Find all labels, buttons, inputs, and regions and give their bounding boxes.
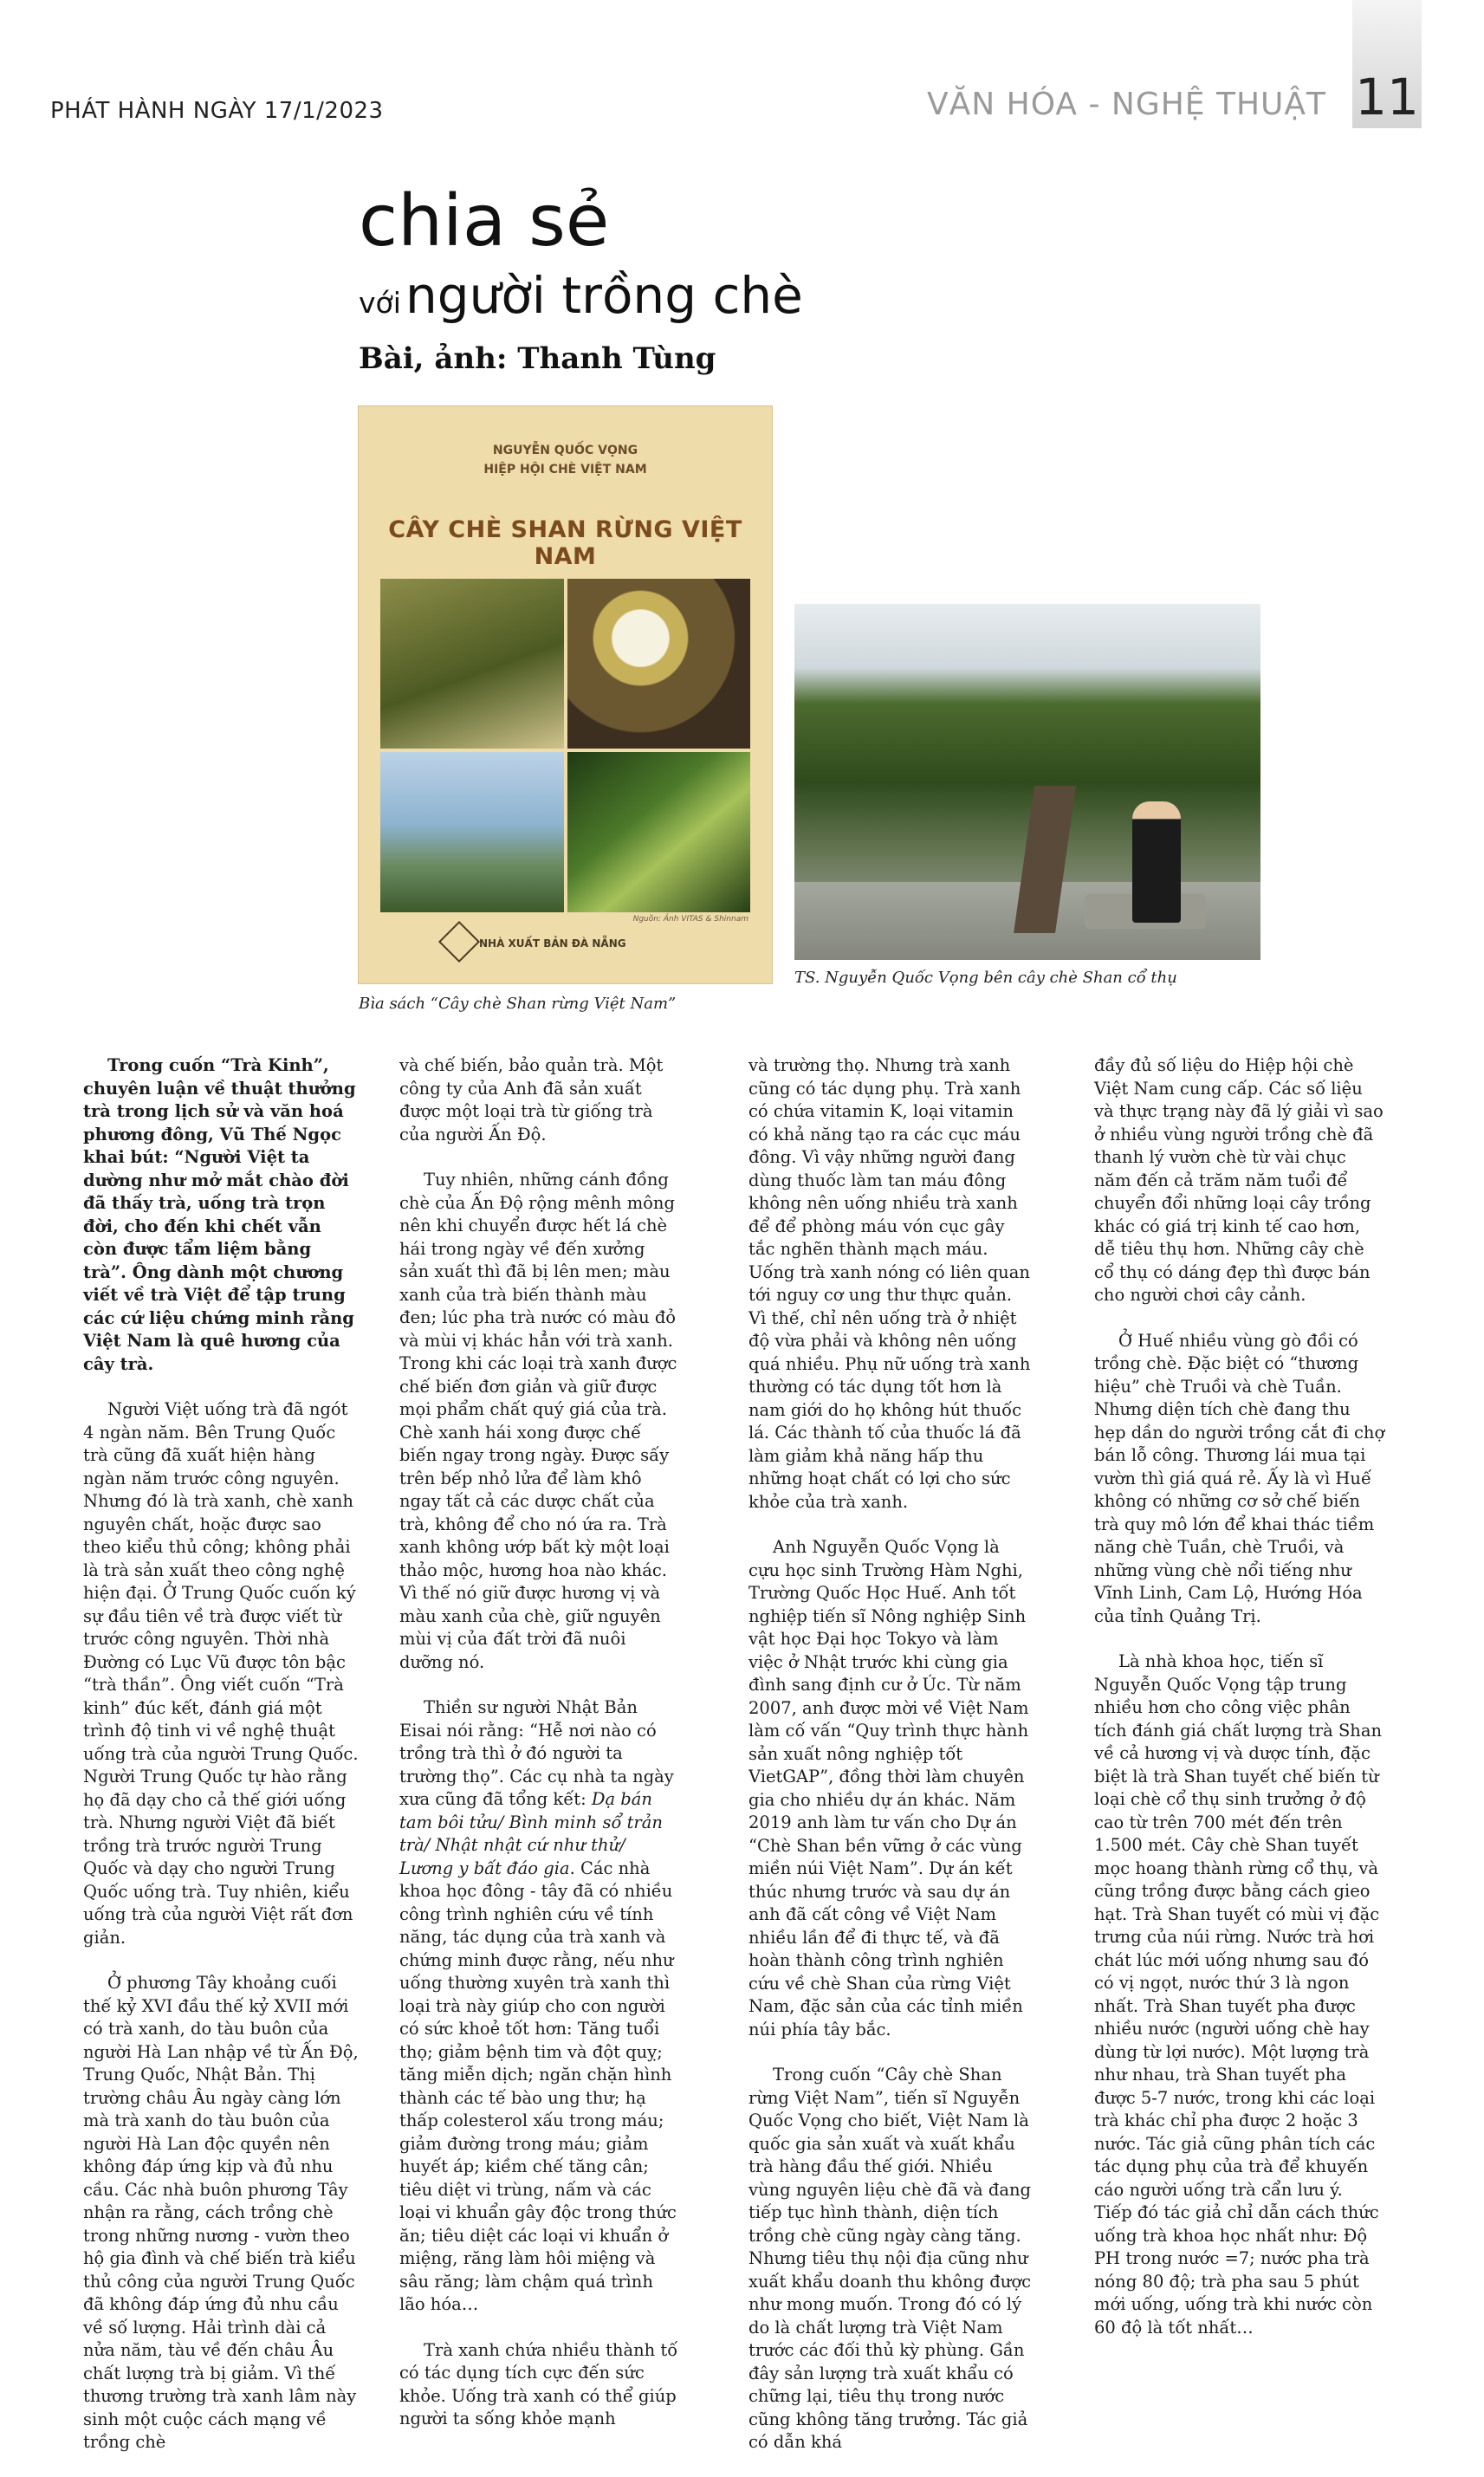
byline: Bài, ảnh: Thanh Tùng <box>359 341 716 376</box>
body-paragraph: Trà xanh chứa nhiều thành tố có tác dụng tích cực đến sức khỏe. Uống trà xanh có thể giúp người ta sống khỏe mạnh <box>399 2339 678 2428</box>
body-paragraph <box>399 1696 678 2317</box>
cover-photo-credit: Nguồn: Ảnh VITAS & Shinnam <box>632 915 748 924</box>
body-text: Thiền sư người Nhật Bản Eisai nói rằng: “Hễ nơi nào có trồng trà thì ở đó người ta trường thọ”. Các cụ nhà ta ngày xưa cũng đã tổng kết: <box>399 1697 674 1809</box>
cover-author-org: HIỆP HỘI CHÈ VIỆT NAM <box>483 462 647 477</box>
cover-photo-tea-leaves <box>567 752 750 912</box>
body-paragraph: Tuy nhiên, những cánh đồng chè của Ấn Độ rộng mênh mông nên khi chuyển được hết lá chè hái trong ngày về đến xưởng sản xuất thì đã bị lên men; màu xanh của trà biến thành màu đen; lúc pha trà nước có màu đỏ và mùi vị khác hẳn với trà xanh. Trong khi các loại trà xanh được chế biến đơn giản và giữ được mọi phẩm chất quý giá của trà. Chè xanh hái xong được chế biến ngay trong ngày. Được sấy trên bếp nhỏ lửa để làm khô ngay tất cả các dược chất của trà, không để cho nó ứa ra. Trà xanh không ướp bất kỳ một loại thảo mộc, hương hoa nào khác. Vì thế nó giữ được hương vị và màu xanh của chè, giữ nguyên mùi vị của đất trời đã nuôi dưỡng nó. <box>399 1170 677 1672</box>
body-paragraph: Trong cuốn “Cây chè Shan rừng Việt Nam”, tiến sĩ Nguyễn Quốc Vọng cho biết, Việt Nam là quốc gia sản xuất và xuất khẩu trà hàng đầu thế giới. Nhiều vùng nguyên liệu chè đã và đang tiếp tục hình thành, diện tích trồng chè cũng ngày càng tăng. Nhưng tiêu thụ nội địa cũng như xuất khẩu doanh thu không được như mong muốn. Trong đó có lý do là chất lượng trà Việt Nam trước các đối thủ kỳ phùng. Gần đây sản lượng trà xuất khẩu có chững lại, tiêu thụ trong nước cũng không tăng trưởng. Tác giả có dẫn khá <box>748 2065 1032 2452</box>
body-paragraph: Ở phương Tây khoảng cuối thế kỷ XVI đầu thế kỷ XVII mới có trà xanh, do tàu buôn của người Hà Lan nhập về từ Ấn Độ, Trung Quốc, Nhật Bản. Thị trường châu Âu ngày càng lớn mà trà xanh do tàu buôn của người Hà Lan độc quyền nên không đáp ứng kịp và đủ nhu cầu. Các nhà buôn phương Tây nhận ra rằng, cách trồng chè trong những nương - vườn theo hộ gia đình và chế biến trà kiểu thủ công của người Trung Quốc đã không đáp ứng đủ nhu cầu về số lượng. Hải trình dài cả nửa năm, tàu về đến châu Âu chất lượng trà bị giảm. Vì thế thương trường trà xanh lâm này sinh một cuộc cách mạng về trồng chè <box>83 1973 359 2452</box>
subhead-small: với <box>359 286 401 320</box>
publish-date: PHÁT HÀNH NGÀY 17/1/2023 <box>50 98 384 124</box>
photo-caption: TS. Nguyễn Quốc Vọng bên cây chè Shan cổ thụ <box>794 969 1177 987</box>
cover-title: CÂY CHÈ SHAN RỪNG VIỆT NAM <box>388 516 742 570</box>
text-column-1 <box>83 1054 359 2477</box>
body-paragraph: và chế biến, bảo quản trà. Một công ty của Anh đã sản xuất được một loại trà từ giống trà của người Ấn Độ. <box>399 1055 664 1144</box>
body-paragraph: và trường thọ. Nhưng trà xanh cũng có tác dụng phụ. Trà xanh có chứa vitamin K, loại vitamin có khả năng tạo ra các cục máu đông. Vì vậy những người đang dùng thuốc làm tan máu đông không nên uống nhiều trà xanh để để phòng máu vón cục gây tắc nghẽn thành mạch máu. Uống trà xanh nóng có liên quan tới nguy cơ ung thư thực quản. Vì thế, chỉ nên uống trà ở nhiệt độ vừa phải và không nên uống quá nhiều. Phụ nữ uống trà xanh thường có tác dụng tốt hơn là nam giới do họ không hút thuốc lá. Các thành tố của thuốc lá đã làm giảm khả năng hấp thu những hoạt chất có lợi cho sức khỏe của trà xanh. <box>748 1055 1031 1512</box>
tea-tree-photo <box>794 604 1260 960</box>
cover-photo-grid <box>380 579 750 912</box>
lead-paragraph: Trong cuốn “Trà Kinh”, chuyên luận về thuật thưởng trà trong lịch sử và văn hoá phương đông, Vũ Thế Ngọc khai bút: “Người Việt ta dường như mở mắt chào đời đã thấy trà, uống trà trọn đời, cho đến khi chết vẫn còn được tẩm liệm bằng trà”. Ông dành một chương viết về trà Việt để tập trung các cứ liệu chứng minh rằng Việt Nam là quê hương của cây trà. <box>83 1055 356 1374</box>
cover-caption: Bìa sách “Cây chè Shan rừng Việt Nam” <box>359 995 677 1013</box>
cover-author <box>358 442 773 479</box>
body-paragraph: đầy đủ số liệu do Hiệp hội chè Việt Nam cung cấp. Các số liệu và thực trạng này đã lý giải vì sao ở nhiều vùng người trồng chè đã thanh lý vườn chè từ vài chục năm đến cả trăm năm tuổi để chuyển đổi những loại cây trồng khác có giá trị kinh tế cao hơn, dễ tiêu thụ hơn. Những cây chè cổ thụ có dáng đẹp thì được bán cho người chơi cây cảnh. <box>1094 1055 1384 1305</box>
page-number-tab <box>1352 0 1422 128</box>
body-paragraph: Là nhà khoa học, tiến sĩ Nguyễn Quốc Vọng tập trung nhiều hơn cho công việc phân tích đánh giá chất lượng trà Shan về cả hương vị và dược tính, đặc biệt là trà Shan tuyết chế biến từ loại chè cổ thụ sinh trưởng ở độ cao từ trên 700 mét đến trên 1.500 mét. Cây chè Shan tuyết mọc hoang thành rừng cổ thụ, và cũng trồng được bằng cách gieo hạt. Trà Shan tuyết có mùi vị đặc trưng của núi rừng. Nước trà hơi chát lúc mới uống nhưng sau đó có vị ngọt, nước thứ 3 là ngon nhất. Trà Shan tuyết pha được nhiều nước (người uống chè hay dùng từ lợi nước). Một lượng trà như nhau, trà Shan tuyết pha được 5-7 nước, trong khi các loại trà khác chỉ pha được 2 hoặc 3 nước. Tác giả cũng phân tích các tác dụng phụ của trà để khuyến cáo người uống trà cẩn lưu ý. Tiếp đó tác giả chỉ dẫn cách thức uống trà khoa học nhất như: Độ PH trong nước =7; nước pha trà nóng 80 độ; trà pha sau 5 phút mới uống, uống trà khi nước còn 60 độ là tốt nhất… <box>1094 1651 1383 2338</box>
body-paragraph: Người Việt uống trà đã ngót 4 ngàn năm. Bên Trung Quốc trà cũng đã xuất hiện hàng ngàn năm trước công nguyên. Nhưng đó là trà xanh, chè xanh nguyên chất, hoặc được sao theo kiểu thủ công; không phải là trà sản xuất theo công nghệ hiện đại. Ở Trung Quốc cuốn ký sự đầu tiên về trà được viết từ trước công nguyên. Thời nhà Đường có Lục Vũ được tôn bậc “trà thần”. Ông viết cuốn “Trà kinh” đúc kết, đánh giá một trình độ tinh vi về nghệ thuật uống trà của người Trung Quốc. Người Trung Quốc tự hào rằng họ đã dạy cho cả thế giới uống trà. Nhưng người Việt đã biết trồng trà trước người Trung Quốc và dạy cho người Trung Quốc uống trà. Tuy nhiên, kiểu uống trà của người Việt rất đơn giản. <box>83 1399 359 1948</box>
text-column-3 <box>748 1054 1034 2477</box>
page-number: 11 <box>1355 68 1419 126</box>
text-column-4 <box>1094 1054 1385 2362</box>
publisher-logo-icon <box>438 921 480 963</box>
cover-publisher: NHÀ XUẤT BẢN ĐÀ NẴNG <box>479 937 626 950</box>
article-subhead <box>359 266 803 325</box>
cover-photo-woman-tree <box>380 752 564 912</box>
cover-photo-tea-cup <box>567 579 750 749</box>
text-column-2 <box>399 1054 678 2454</box>
body-paragraph: Anh Nguyễn Quốc Vọng là cựu học sinh Trường Hàm Nghi, Trường Quốc Học Huế. Anh tốt nghiệp tiến sĩ Nông nghiệp Sinh vật học Đại học Tokyo và làm việc ở Nhật trước khi cùng gia đình sang định cư ở Úc. Từ năm 2007, anh được mời về Việt Nam làm cố vấn “Quy trình thực hành sản xuất nông nghiệp tốt VietGAP”, đồng thời làm chuyên gia cho nhiều dự án khác. Năm 2019 anh làm tư vấn cho Dự án “Chè Shan bền vững ở các vùng miền núi Việt Nam”. Dự án kết thúc nhưng trước và sau dự án anh đã cất công về Việt Nam nhiều lần để đi thực tế, và đã hoàn thành công trình nghiên cứu về chè Shan của rừng Việt Nam, đặc sản của các tỉnh miền núi phía tây bắc. <box>748 1537 1029 2039</box>
book-cover-image <box>358 405 773 984</box>
body-paragraph: Ở Huế nhiều vùng gò đồi có trồng chè. Đặc biệt có “thương hiệu” chè Truồi và chè Tuần. Nhưng diện tích chè đang thu hẹp dần do người trồng cắt đi chợ bán lỗ công. Thương lái mua tại vườn thì giá quá rẻ. Ấy là vì Huế không có những cơ sở chế biến trà quy mô lớn để khai thác tiềm năng chè Tuần, chè Truồi, và những vùng chè nổi tiếng như Vĩnh Linh, Cam Lộ, Hướng Hóa của tỉnh Quảng Trị. <box>1094 1330 1385 1626</box>
article-headline: chia sẻ <box>359 180 610 263</box>
cover-photo-tea-bud <box>380 579 564 749</box>
photo-person <box>1132 801 1181 923</box>
body-text: . Các nhà khoa học đông - tây đã có nhiều công trình nghiên cứu về tính năng, tác dụng của trà xanh và chứng minh được rằng, nếu như uống thường xuyên trà xanh thì loại trà này giúp cho con người có sức khoẻ tốt hơn: Tăng tuổi thọ; giảm bệnh tim và đột quỵ; tăng miễn dịch; ngăn chặn hình thành các tế bào ung thư; hạ thấp colesterol xấu trong máu; giảm đường trong máu; giảm huyết áp; kiềm chế tăng cân; tiêu diệt vi trùng, nấm và các loại vi khuẩn gây độc trong thức ăn; tiêu diệt các loại vi khuẩn ở miệng, răng làm hôi miệng và sâu răng; làm chậm quá trình lão hóa… <box>399 1858 677 2314</box>
subhead-big: người trồng chè <box>405 266 803 325</box>
section-title: VĂN HÓA - NGHỆ THUẬT <box>927 87 1327 122</box>
proverb-quote: Dạ bán tam bôi tửu/ Bình minh sổ trản trà/ Nhật nhật cứ như thử/ Lương y bất đáo gia <box>399 1789 663 1878</box>
cover-author-name: NGUYỄN QUỐC VỌNG <box>492 444 638 457</box>
